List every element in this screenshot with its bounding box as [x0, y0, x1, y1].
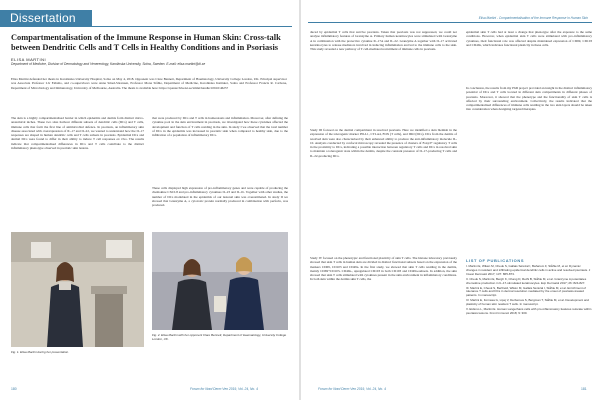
publication-item: III. Martini E, Cheuk S, Bertheld, Wikén M, Gallais Sérézal I, Ståhle M, et al. Enrichment of tolerance T cells and DCs in dermal resolution mediated by the onset of psoriasis-treated patients. In manuscript.	[466, 285, 586, 298]
publication-item: V. Eidsmo L, Martini E. Human Langerhans cells with pro-inflammatory features relocate within psoriasis lesions. Front Immunol 2018; 9: 300.	[466, 307, 592, 315]
publications-heading: LIST OF PUBLICATIONS	[466, 258, 525, 263]
right-page-footer: Forum for Nord Derm Ven 2019, Vol. 24, No. 4	[318, 387, 386, 391]
section-label: Dissertation	[10, 11, 76, 25]
header-rule-right	[308, 22, 592, 23]
body-column-3c: Study IV focused on the phenotypic and functional plasticity of skin T cells. The histone laboratory previously showed that skin T cells in human skin are divided in distinct functional subsets based on the expression of the markers CD69, CD103 and CD49a. In the first study, we showed that skin T cells residing in the dermis, mainly CD69+CD103- CD49a-, upregulated CD103 in both CD103 and CD49a-subsets. In addition, the skin showed that skin T cells stimulated with cytokines present in the skin environment in inflammatory conditions. In both skin within the dermis skin T cells, the	[310, 256, 457, 282]
author-affiliation: Department of Medicine, Division of Dermatology and Venereology, Karolinska University, Solna, Sweden. E-mail: elisa.martini@ki.se	[11, 62, 206, 66]
section-banner	[0, 10, 92, 27]
body-column-3b: Study III focused on the dermal compartment in resolved psoriasis. Here we identified a skin blemish in the expression of the tolerogenic marker PD-L1, CTLA4, FOX (T cells), and IDO (DCs). DCs from the dermis of resolved skin were also characterised by their enhanced ability to produce the anti-inflammatory molecule IL-10. Analysis conducted by confocal microscopy revealed the presence of clusters of Foxp3+ regulatory T cells in the proximity to DCs, indicating a possible interaction between regulatory T cells and DCs in resolved skin to maintain a tolerogenic state within the dermis, despite the constant presence of IL-17-producing T cells and IL-22-producing DCs.	[310, 128, 457, 158]
figure-2-photo	[152, 232, 288, 330]
presenter-illustration	[11, 232, 144, 347]
publications-list	[466, 265, 592, 317]
publication-item: II. Cheuk S, Martini E, Bergh K, Chang D, Rethi B, Ståhle M, et al. Granzyme A potentiates chemokine production in IL-17-stimulated keratinocytes. Exp Dermatol 2017; 26: 824-827.	[466, 276, 587, 285]
running-head: Elisa Martini - Compartmentalisation of the Immune Response in Human Skin	[478, 16, 588, 20]
figure-1-caption: Fig. 1. Elisa Martini during her presentation.	[11, 350, 70, 354]
article-title: Compartmentalisation of the Immune Response in Human Skin: Cross-talk between Dendritic Cells and T Cells in Healthy Conditions and in Psoriasis	[11, 33, 281, 52]
body-column-2a: that were produced by DCs and T cells in homeostasis and inflammation. Moreover, after defining the cytokine pool in the skin environment in psoriasis, we investigated how these cytokines affected the development and function of T cells residing in the skin. In study I we observed that the total number of DCs in the epidermis was increased in psoriatic skin when compared to healthy skin, due to the infiltration of a population of inflammatory DCs.	[152, 116, 288, 138]
figure-2-caption: Fig. 2. Elisa Martini with her opponent Clare Bennett, Department of Haematology, University College London, UK.	[152, 333, 287, 341]
left-page-footer: Forum for Nord Derm Ven 2019, Vol. 24, No. 4	[190, 387, 258, 391]
publication-item: I. Martini E, Wikén M, Cheuk S, Gallais Sérézal I, Baharom F, Ståhle M, et al. Dynamic changes in resident and infiltrating epidermal dendritic cells in active and resolved psoriasis. J Invest Dermatol 2017; 137: 865-873.	[466, 264, 591, 276]
author-name: ELISA MARTINI	[11, 57, 47, 62]
body-column-4b: In conclusion, the results from my PhD project provided an insight in the distinct inflammatory potential of DCs and T cells located in different skin compartments in different phases of psoriasis. Moreover, it showed that the phenotype and the functionality of skin T cells is affected by their surrounding environment. Collectively, the results indicated that the compartmentalised differences of immune cells residing in the two skin layers should be taken into consideration when designing targeted therapies.	[466, 86, 592, 112]
header-rule-left	[92, 26, 292, 27]
body-column-1: The skin is a highly compartmentalised barrier in which epidermis and dermis form distinct micro-anatomical niches. These two sites harbour different subsets of dendritic cells (DCs) and T cells, immune cells that form the first line of antimicrobial defence. In psoriasis, an inflammatory skin disease associated with overexpression of IL-17 and IL-22, we wanted to understand how the IL-17 responses are shaped in human dendritic cells and T cells subsets in psoriasis. Epidermal DCs and dermal DCs were found to differ in their ability to induce T cell responses ex vivo. The results indicate that compartmentalised differences in DCs and T cells contribute to the distinct inflammatory phenotype observed in psoriatic skin lesions.	[11, 116, 144, 151]
publication-item: IV. Martini E, Fornasa G, Lipej V, Derbersus S, Bergman T, Ståhle M, et al. Development and plasticity of human skin resident T cells. In manuscript.	[466, 298, 589, 307]
figure-1-photo	[11, 232, 144, 347]
body-column-2b: These cells displayed high expression of pro-inflammatory genes and were capable of producing the chemokine CXCL8 and pro-inflammatory cytokines IL-23 and IL-1b. Together with other studies, the number of DCs modulated in the epidermis of our lesional skin was overestimated. In study II we showed that Granzyme A, a cytotoxic protein normally produced in combination with perforin, was produced.	[152, 186, 288, 208]
thesis-defence-paragraph: Elisa Martini defended her thesis in Karolinska University Hospital, Solna on May 4, 2018. Opponent was Clare Bennett, Department of Haematology, University College London, UK. Principal supervisor was Associate Professor Liv Eidsmo, and co-supervisors were Anna Smed-Sörensen, Professor Mona Ståhle, Department of Medicine, Karolinska Institutet, Solna and Professor Francis R. Carbone, Department of Microbiology and Immunology, University of Melbourne, Australia. The thesis is available here: https://openarchive.ki.se/xmlui/handle/10616/46257	[11, 77, 287, 90]
opponent-illustration	[152, 232, 288, 330]
body-column-4a: epidermal skin T cells had at least a change that phenotype after the exposure to the same conditions. However, when epidermal skin T cells were stimulated with pro-inflammatory cytokines, their functional role was affected despite maintained expression of CD69, CD103 and CD49a, which indicates functional plasticity in these cells.	[466, 30, 592, 47]
left-page-number: 180	[11, 387, 17, 391]
right-page-number: 181	[581, 387, 587, 391]
body-column-3a: duced by epidermal T cells that survive psoriasis. Taken that psoriasis was not suppressed, we could not analyse inflammatory features of Granzyme A. Primary human keratinocytes were stimulated with Granzyme A in combination with the protective cytokine IL-17A and IL-22. Granzyme A together with IL-17 activated keratinocytes to release mediators involved in inducing inflammation and led to the immune cells to the skin. This study revealed a new pathway of T cell-mediated recruitment of immune cells in psoriasis.	[310, 30, 457, 52]
page-gutter	[299, 0, 301, 400]
